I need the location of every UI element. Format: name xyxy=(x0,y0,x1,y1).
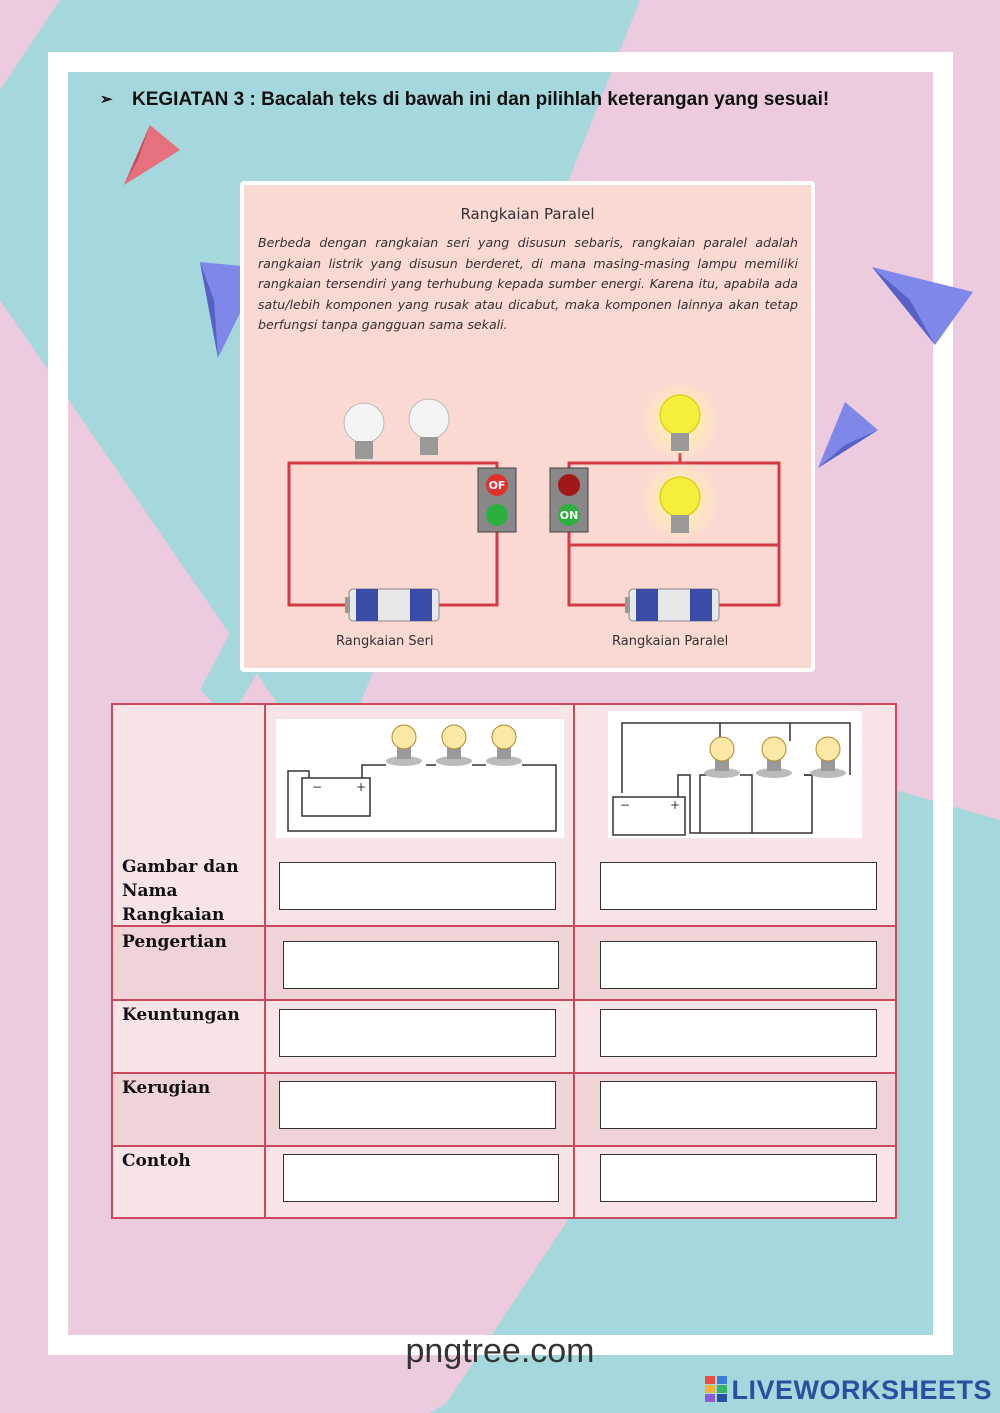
table-divider xyxy=(113,1145,895,1147)
brand-text: LIVEWORKSHEETS xyxy=(731,1375,992,1405)
table-divider xyxy=(113,1072,895,1074)
row-label-keuntungan: Keuntungan xyxy=(122,1005,240,1025)
battery-plus-label: + xyxy=(356,780,367,794)
battery-plus-label: + xyxy=(670,798,681,812)
reading-panel xyxy=(240,181,815,672)
answer-box-keuntungan-seri[interactable] xyxy=(279,1009,556,1057)
series-circuit-wires xyxy=(289,463,497,605)
series-diagram-drawing xyxy=(276,719,564,838)
answer-table xyxy=(111,703,897,1219)
series-diagram xyxy=(276,719,564,838)
answer-box-kerugian-seri[interactable] xyxy=(279,1081,556,1129)
liveworksheets-brand xyxy=(705,1375,992,1406)
answer-box-nama-seri[interactable] xyxy=(279,862,556,910)
battery-icon xyxy=(625,589,719,621)
answer-box-keuntungan-paralel[interactable] xyxy=(600,1009,877,1057)
heading-text: KEGIATAN 3 : Bacalah teks di bawah ini dan pilihlah keterangan yang sesuai! xyxy=(132,89,830,110)
answer-box-pengertian-paralel[interactable] xyxy=(600,941,877,989)
table-divider xyxy=(264,705,266,1217)
battery-icon xyxy=(345,589,439,621)
row-label-kerugian: Kerugian xyxy=(122,1078,211,1098)
answer-box-kerugian-paralel[interactable] xyxy=(600,1081,877,1129)
bulb-off-icon xyxy=(344,403,384,459)
switch-off-icon xyxy=(478,468,516,532)
table-divider xyxy=(573,705,575,1217)
panel-title: Rangkaian Paralel xyxy=(460,205,595,223)
row-label-pengertian: Pengertian xyxy=(122,932,227,952)
table-divider xyxy=(113,999,895,1001)
answer-box-contoh-paralel[interactable] xyxy=(600,1154,877,1202)
bulb-icon xyxy=(756,737,792,778)
watermark-text: pngtree.com xyxy=(405,1332,595,1370)
switch-on-icon xyxy=(550,468,588,532)
bulb-off-icon xyxy=(409,399,449,455)
parallel-caption: Rangkaian Paralel xyxy=(612,634,729,649)
bulb-icon xyxy=(486,725,522,766)
bulb-icon xyxy=(436,725,472,766)
answer-box-nama-paralel[interactable] xyxy=(600,862,877,910)
activity-heading xyxy=(100,84,860,116)
row-label-gambar: Gambar dan Nama Rangkaian xyxy=(122,857,239,925)
bulb-icon xyxy=(386,725,422,766)
battery-minus-label: − xyxy=(620,798,631,812)
switch-on-label: ON xyxy=(559,509,579,522)
switch-off-label: OF xyxy=(488,479,506,492)
parallel-diagram xyxy=(608,711,862,838)
row-label-contoh: Contoh xyxy=(122,1151,191,1171)
battery-minus-label: − xyxy=(312,780,323,794)
answer-box-contoh-seri[interactable] xyxy=(283,1154,559,1202)
parallel-diagram-drawing xyxy=(608,711,862,838)
panel-paragraph: Berbeda dengan rangkaian seri yang disusun sebaris, rangkaian paralel adalah rangkaian listrik yang disusun berderet, di mana masing-masing lampu memiliki rangkaian tersendiri yang terhubung kepada sumber energi. Karena itu, apabila ada satu/lebih komponen yang rusak atau dicabut, maka komponen lainnya akan tetap berfungsi tanpa gangguan sama sekali. xyxy=(258,235,798,332)
answer-box-pengertian-seri[interactable] xyxy=(283,941,559,989)
series-caption: Rangkaian Seri xyxy=(336,634,434,649)
liveworksheets-logo-icon xyxy=(705,1376,727,1402)
bulb-icon xyxy=(810,737,846,778)
arrow-bullet-icon: ➢ xyxy=(100,91,113,108)
bulb-icon xyxy=(704,737,740,778)
